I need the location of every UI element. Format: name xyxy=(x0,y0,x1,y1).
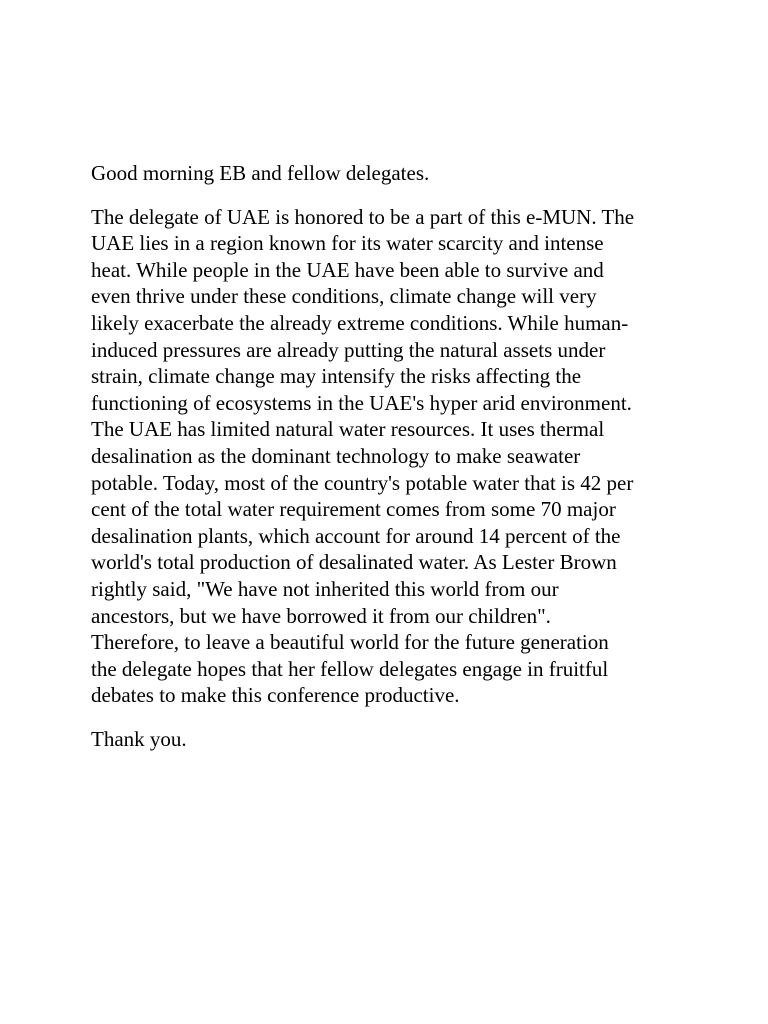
body-line: cent of the total water requirement comes from some 70 major xyxy=(91,497,616,522)
body-line: Therefore, to leave a beautiful world for the future generation xyxy=(91,630,609,655)
body-line: ancestors, but we have borrowed it from our children". xyxy=(91,603,551,628)
body-line: even thrive under these conditions, climate change will very xyxy=(91,284,597,309)
body-paragraph xyxy=(91,204,691,709)
body-line: the delegate hopes that her fellow delegates engage in fruitful xyxy=(91,656,609,681)
body-line: functioning of ecosystems in the UAE's hyper arid environment. xyxy=(91,390,632,415)
body-line: likely exacerbate the already extreme conditions. While human- xyxy=(91,310,629,335)
body-line: rightly said, "We have not inherited this world from our xyxy=(91,576,559,601)
body-line: heat. While people in the UAE have been able to survive and xyxy=(91,257,604,282)
body-line: desalination as the dominant technology to make seawater xyxy=(91,443,581,468)
greeting-paragraph: Good morning EB and fellow delegates. xyxy=(91,161,430,185)
body-line: desalination plants, which account for around 14 percent of the xyxy=(91,523,621,548)
body-line: strain, climate change may intensify the risks affecting the xyxy=(91,364,582,389)
body-line: debates to make this conference productive. xyxy=(91,683,460,708)
body-line: induced pressures are already putting the natural assets under xyxy=(91,337,606,362)
document-content xyxy=(91,160,691,752)
body-line: potable. Today, most of the country's potable water that is 42 per xyxy=(91,470,634,495)
closing-paragraph: Thank you. xyxy=(91,726,187,751)
body-line: world's total production of desalinated water. As Lester Brown xyxy=(91,550,617,575)
body-line: The delegate of UAE is honored to be a part of this e-MUN. The xyxy=(91,204,635,229)
body-line: UAE lies in a region known for its water scarcity and intense xyxy=(91,231,604,256)
body-line: The UAE has limited natural water resources. It uses thermal xyxy=(91,417,605,442)
